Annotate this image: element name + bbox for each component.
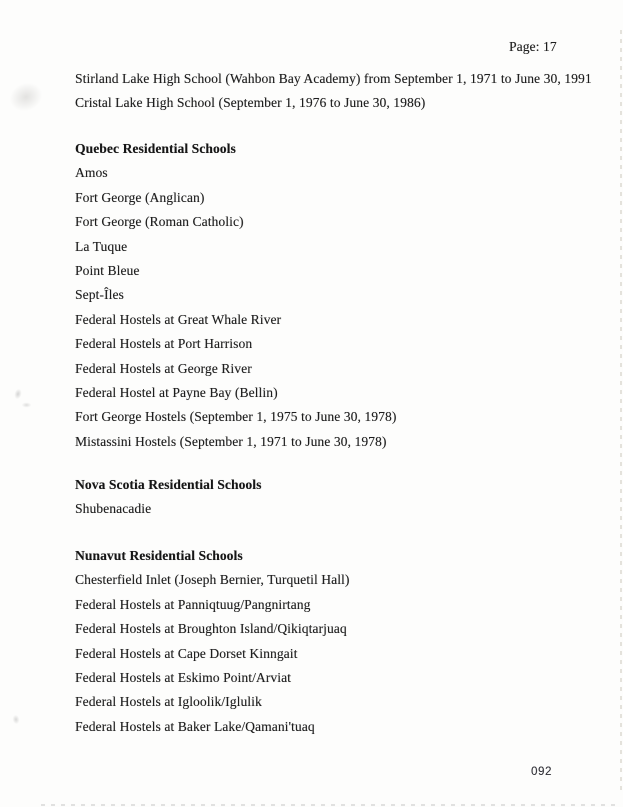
document-line: Federal Hostels at Great Whale River bbox=[75, 311, 282, 327]
document-line: Federal Hostels at Igloolik/Iglulik bbox=[75, 694, 262, 710]
document-line: Federal Hostels at Port Harrison bbox=[75, 336, 253, 352]
intro-lines bbox=[75, 67, 592, 116]
section-nova-scotia-residential-schools bbox=[75, 473, 261, 522]
document-line: Fort George (Anglican) bbox=[75, 189, 205, 205]
document-line: Federal Hostels at Eskimo Point/Arviat bbox=[75, 670, 292, 686]
document-line: Stirland Lake High School (Wahbon Bay Academy) from September 1, 1971 to June 30, 1991 bbox=[75, 71, 592, 86]
document-line: Fort George Hostels (September 1, 1975 to June 30, 1978) bbox=[75, 409, 397, 425]
document-line: Fort George (Roman Catholic) bbox=[75, 214, 244, 230]
document-line: Point Bleue bbox=[75, 263, 140, 279]
section-quebec-residential-schools bbox=[75, 137, 396, 454]
section-nunavut-residential-schools bbox=[75, 544, 350, 739]
section-heading-quebec: Quebec Residential Schools bbox=[75, 141, 236, 156]
document-line: Federal Hostels at George River bbox=[75, 360, 252, 376]
scan-speck bbox=[11, 713, 21, 725]
document-line: La Tuque bbox=[75, 238, 128, 254]
document-line: Shubenacadie bbox=[75, 501, 152, 517]
document-line: Federal Hostels at Panniqtuug/Pangnirtang bbox=[75, 596, 311, 612]
document-line: Federal Hostels at Broughton Island/Qikiqtarjuaq bbox=[75, 621, 347, 637]
document-line: Mistassini Hostels (September 1, 1971 to June 30, 1978) bbox=[75, 433, 387, 449]
scan-speck bbox=[21, 402, 32, 408]
page-number-stamp: 092 bbox=[531, 766, 552, 778]
document-line: Chesterfield Inlet (Joseph Bernier, Turquetil Hall) bbox=[75, 572, 350, 588]
scan-edge-artifact bbox=[620, 25, 622, 790]
section-heading-nova-scotia: Nova Scotia Residential Schools bbox=[75, 477, 262, 492]
scan-smudge bbox=[4, 76, 49, 117]
document-line: Federal Hostels at Baker Lake/Qamani'tuaq bbox=[75, 718, 315, 734]
section-heading-nunavut: Nunavut Residential Schools bbox=[75, 548, 243, 563]
scan-speck bbox=[13, 387, 24, 401]
document-line: Federal Hostel at Payne Bay (Bellin) bbox=[75, 385, 278, 401]
page-header-label: Page: 17 bbox=[509, 39, 557, 54]
document-line: Cristal Lake High School (September 1, 1976 to June 30, 1986) bbox=[75, 95, 426, 111]
document-line: Sept-Îles bbox=[75, 287, 124, 303]
document-line: Amos bbox=[75, 165, 108, 181]
document-line: Federal Hostels at Cape Dorset Kinngait bbox=[75, 645, 298, 661]
scan-edge-artifact bbox=[35, 804, 620, 806]
